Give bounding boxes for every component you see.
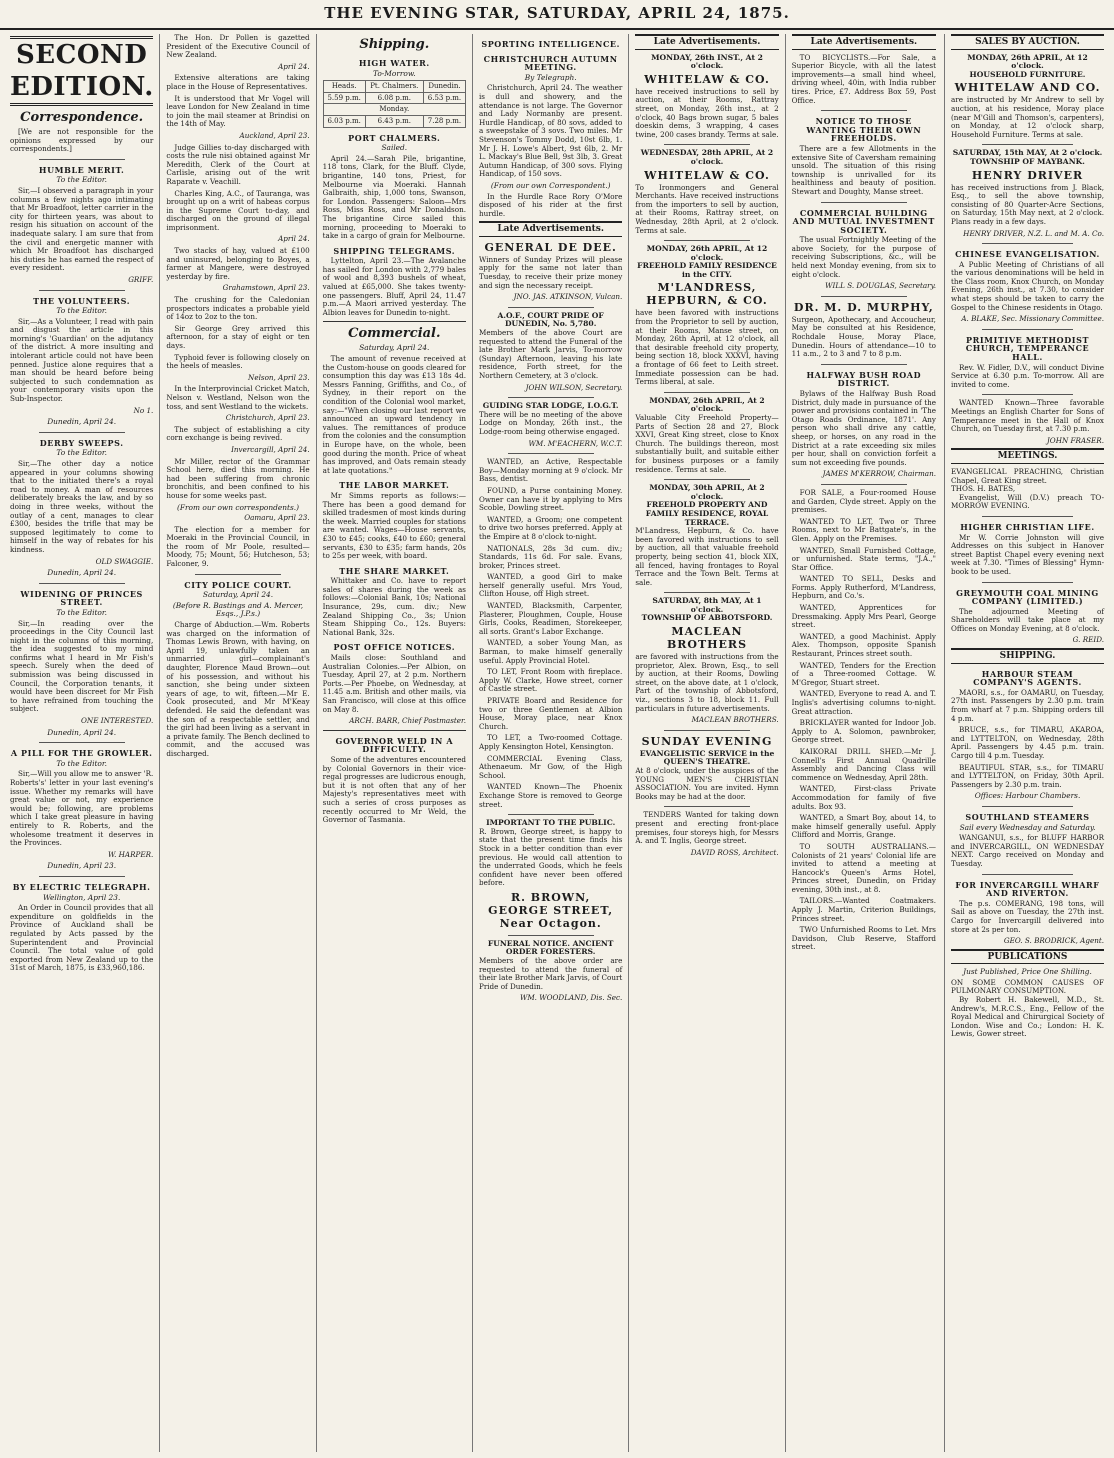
shipping-telegrams-body: Lyttelton, April 23.—The Avalanche has sailed for London with 2,779 bales of wool and 8,393 bushels of wheat, valued at £65,000. She takes twenty-one passengers. Bluff, April 24, 11.47 p.m.—A Maori arrived yesterday. The Albion leaves for Dunedin to-night. xyxy=(322,256,466,317)
letter-dateline: Dunedin, April 24. xyxy=(47,727,117,737)
ad-signature: JOHN WILSON, Secretary. xyxy=(525,382,623,392)
ad-signature: JNO. JAS. ATKINSON, Vulcan. xyxy=(513,292,623,302)
ad-body: Rev. W. Fidler, D.V., will conduct Divine Service at 6.30 p.m. To-morrow. All are invited to come. xyxy=(951,362,1104,389)
ad-body: There will be no meeting of the above Lodge on Monday, 26th inst., the Lodge-room being otherwise engaged. xyxy=(478,409,623,436)
sailed-label: Sailed. xyxy=(381,143,408,153)
auctioneer-name: M'LANDRESS, HEPBURN, & CO. xyxy=(646,281,768,308)
share-market-heading: THE SHARE MARKET. xyxy=(339,565,450,576)
ad-body: A Public Meeting of Christians of all the various denominations will be held in the Class room, Knox Church, on Monday Evening, 26th inst., at 7.30, to consider what steps should be taken to carry the Gospel to the Chinese residents in Otago. xyxy=(951,259,1104,312)
column-3 xyxy=(317,34,473,1452)
divider xyxy=(821,364,908,365)
ad-subheading: Sail every Wednesday and Saturday. xyxy=(959,822,1096,832)
tide-col-header: Dunedin. xyxy=(423,81,465,93)
ad-signature: A. BLAKE, Sec. Missionary Committee. xyxy=(961,314,1104,324)
telegram-dateline: Invercargill, April 24. xyxy=(231,444,310,454)
divider xyxy=(39,432,125,433)
ad-signature: JOHN FRASER. xyxy=(1046,435,1104,445)
telegram-item: In the Interprovincial Cricket Match, Nelson v. Westland, Nelson won the toss, and sent Westland to the wickets. xyxy=(166,384,310,411)
second-edition-banner: SECOND EDITION. xyxy=(10,36,153,106)
auctioneer-name: WHITELAW & CO. xyxy=(644,72,770,86)
letter-body: Sir,—The other day a notice appeared in your columns showing that to the initiated there's a royal road to money. A man of resources deliberately breaks the law, and by so doing in three weeks, without the outlay of a cent, manages to clear £300, besides the trifle that may be supposed legitimately to come to himself in the way of rebates for his kindness. xyxy=(10,459,154,554)
telegram-item: The election for a member for Moeraki in the Provincial Council, in the room of Mr Poole, resulted—Moody, 75; Mount, 56; Hutcheson, 53; Falconer, 9. xyxy=(166,524,310,569)
shipping-ad: MAORI, s.s., for OAMARU, on Tuesday, 27th inst. Passengers by 2.30 p.m. train from wharf at 7 p.m. Shipping orders till 4 p.m. xyxy=(951,687,1104,723)
ad-subheading: EVANGELISTIC SERVICE in the QUEEN'S THEATRE. xyxy=(639,748,775,767)
letter-body: Sir,—I observed a paragraph in your columns a few nights ago intimating that Mr Broadfoot, letter carrier in the city for thirteen years, was about to resign his situation on account of the inadequate salary. I am sure that from the civil and energetic manner with which Mr Broadfoot has discharged his duties he has earned the respect of every resident. xyxy=(10,185,154,273)
port-chalmers-heading: PORT CHALMERS. xyxy=(348,132,441,143)
letter-heading: A PILL FOR THE GROWLER. xyxy=(10,748,153,759)
auctioneer-name: WHITELAW & CO. xyxy=(644,168,770,182)
divider xyxy=(508,307,594,308)
telegram-dateline: April 24. xyxy=(278,61,310,71)
classified-ad: WANTED, a good Machinist. Apply Alex. Thompson, opposite Spanish Restaurant, Princes street south. xyxy=(791,631,936,659)
letter-heading: HUMBLE MERIT. xyxy=(38,164,125,175)
divider xyxy=(664,592,750,593)
auction-ad xyxy=(635,149,778,235)
ad-body: Valuable City Freehold Property—Parts of Section 28 and 27, Block XXVI, Great King street, close to Knox Church. The buildings thereon, most substantially built, and suitable either for business purposes or a family residence. Terms at sale. xyxy=(635,413,779,474)
classified-ad: WANTED, Everyone to read A. and T. Inglis's advertising columns to-night. Great attraction. xyxy=(791,689,936,716)
tide-mid-row xyxy=(323,104,465,116)
late-ads-heading: Late Advertisements. xyxy=(635,34,778,50)
ad-heading: HIGHER CHRISTIAN LIFE. xyxy=(960,521,1095,532)
commercial-body: The amount of revenue received at the Custom-house on goods cleared for consumption this day was £13 18s 4d. Messrs Fanning, Griffiths, and Co., of Sydney, in their report on the condition of the Colonial wool market, say:—"When closing our last report we announced an upward tendency in values. The remittances of produce from the colonies and the consumption in Europe have, on the whole, been good during the month. Price of wheat has improved, and Oats remain steady at late quotations." xyxy=(322,354,466,475)
letter-salutation: To the Editor. xyxy=(56,306,107,316)
column-grid xyxy=(4,34,942,1452)
divider xyxy=(664,240,750,241)
shipping-heading: Shipping. xyxy=(359,37,430,52)
ad-date: MONDAY, 26th APRIL, At 2 o'clock. xyxy=(649,395,765,414)
divider xyxy=(39,159,125,160)
letter-signature: No 1. xyxy=(133,405,154,415)
shipping-heading: SHIPPING. xyxy=(951,648,1104,664)
tide-table xyxy=(323,80,466,127)
letter-signature: OLD SWAGGIE. xyxy=(95,556,154,566)
tide-row xyxy=(323,92,465,104)
divider xyxy=(821,296,908,297)
telegram-dateline: Nelson, April 23. xyxy=(248,372,310,382)
doctor-name: DR. M. D. MURPHY, xyxy=(793,300,934,314)
sporting-body-2: In the Hurdle Race Rory O'More disposed of his rider at the first hurdle. xyxy=(478,191,623,218)
classified-ad: BRICKLAYER wanted for Indoor Job. Apply to A. Solomon, pawnbroker, George street. xyxy=(791,718,936,745)
shipping-ad: BRUCE, s.s., for TIMARU, AKAROA, and LYTTELTON, on Wednesday, 28th April. Passengers by 4.45 p.m. train. Cargo till 4 p.m. Tuesday. xyxy=(951,725,1104,760)
ad-body: The adjourned Meeting of Shareholders will take place at my Offices on Monday Evening, at 8 o'clock. xyxy=(951,606,1104,633)
service-ad xyxy=(635,735,778,802)
classified-ad: PRIVATE Board and Residence for two or three Gentlemen at Albion House, Moray place, near Knox Church. xyxy=(478,696,623,731)
tide-cell: 7.28 p.m. xyxy=(423,115,465,127)
telegram-item: Two stacks of hay, valued at £100 and uninsured, belonging to Boyes, a farmer at Mangere, were destroyed yesterday by fire. xyxy=(166,246,310,281)
auctioneer-name: MACLEAN BROTHERS xyxy=(666,625,748,652)
editorial-note: [We are not responsible for the opinions expressed by our correspondents.] xyxy=(10,127,154,154)
tide-col-header: Heads. xyxy=(323,81,365,93)
ad xyxy=(479,402,622,448)
ad xyxy=(479,940,622,1003)
classified-ad: WANTED TO SELL, Desks and Forms. Apply Rutherford, M'Landress, Hepburn, and Co.'s. xyxy=(791,574,936,601)
divider xyxy=(39,742,125,743)
ad-signature: WM. WOODLAND, Dis. Sec. xyxy=(519,993,623,1003)
ad-heading: FOR INVERCARGILL WHARF AND RIVERTON. xyxy=(955,879,1100,899)
classified-ad: FOUND, a Purse containing Money. Owner can have it by applying to Mrs Scoble, Dowling street. xyxy=(478,485,623,513)
commercial-heading: Commercial. xyxy=(348,326,441,342)
classified-ad: WANTED, Apprentices for Dressmaking. Apply Mrs Pearl, George street. xyxy=(791,603,936,630)
telegram-item: The crushing for the Caledonian prospectors indicates a probable yield of 14oz to 2oz to the ton. xyxy=(166,295,310,322)
ad-heading: HOUSEHOLD FURNITURE. xyxy=(969,69,1086,79)
letter-dateline: Dunedin, April 24. xyxy=(47,568,117,578)
correspondents-note: (From our own correspondents.) xyxy=(177,502,299,512)
commercial-date: Saturday, April 24. xyxy=(359,343,430,353)
column-1 xyxy=(4,34,160,1452)
ad xyxy=(479,819,622,930)
by-telegraph: By Telegraph. xyxy=(524,72,577,82)
classified-ad: TO LET, Front Room with fireplace. Apply W. Clarke, Howe street, corner of Castle street. xyxy=(478,667,623,694)
ad-heading: FREEHOLD PROPERTY AND FAMILY RESIDENCE, ROYAL TERRACE. xyxy=(645,500,769,527)
telegram-item: Charles King, A.C., of Tauranga, was brought up on a writ of habeas corpus in the Supreme Court to-day, and discharged on the ground of illegal imprisonment. xyxy=(166,188,310,232)
ad-date: MONDAY, 26th INST., At 2 o'clock. xyxy=(651,52,763,71)
divider xyxy=(508,935,594,936)
police-court-date: Saturday, April 24. xyxy=(202,590,274,600)
publication-title: ON SOME COMMON CAUSES OF PULMONARY CONSUMPTION. xyxy=(951,977,1104,996)
governor-weld-heading: GOVERNOR WELD IN A DIFFICULTY. xyxy=(335,735,454,755)
letter-body: Sir,—In reading over the proceedings in the City Council last night in the columns of this morning, the idea suggested to my mind confirms what I heard in Mr Fish's speech. Surely when the deed of submission was being discussed in Council, the Corporation tenants, it would have been discreet for Mr Fish to have refrained from touching the subject. xyxy=(10,618,154,714)
masthead xyxy=(0,0,1114,30)
ad-signature: MACLEAN BROTHERS. xyxy=(691,715,779,725)
telegram-item: Sir George Grey arrived this afternoon, for a stay of eight or ten days. xyxy=(166,323,310,350)
ad-signature: WILL S. DOUGLAS, Secretary. xyxy=(825,281,936,291)
correspondence-heading: Correspondence. xyxy=(20,110,144,125)
auction-ad xyxy=(951,54,1104,140)
labor-market-body: Mr Simms reports as follows:—There has been a good demand for skilled tradesmen of most kinds during the week. Married couples for stations are wanted. Wages—House servants, £30 to £45; cooks, £40 to £60; general servants, £30 to £35; farm hands, 20s to 25s per week, with board. xyxy=(322,490,466,561)
classified-ad: TWO Unfurnished Rooms to Let. Mrs Davidson, Club Reserve, Stafford street. xyxy=(791,925,936,952)
classified-ad: WANTED TO LET, Two or Three Rooms, next to Mr Battgate's, in the Glen. Apply on the Premises. xyxy=(791,516,936,543)
auction-ad xyxy=(635,484,778,587)
letter-dateline: Dunedin, April 23. xyxy=(47,861,117,871)
high-water-heading: HIGH WATER. xyxy=(358,58,430,68)
sporting-note: (From our own Correspondent.) xyxy=(490,180,611,190)
telegram-item: The subject of establishing a city corn exchange is being revived. xyxy=(166,424,310,443)
high-water-sub: To-Morrow. xyxy=(373,68,416,78)
auctioneer-name: HENRY DRIVER xyxy=(971,168,1084,182)
police-court-body: Charge of Abduction.—Wm. Roberts was charged on the information of Thomas Lewis Brown, with having, on April 19, unlawfully taken an unmarried girl—complainant's daughter, Florence Maud Brown—out of his possession, and without his sanction, she being under sixteen years of age, to wit, fifteen.—Mr E. Cook prosecuted, and Mr M'Keay defended. He said the defendant was the son of a respectable settler, and the girl had been living as a servant in a private family. The Bench declined to commit, and the accused was discharged. xyxy=(166,620,310,758)
post-office-signature: ARCH. BARR, Chief Postmaster. xyxy=(349,716,466,726)
doctor-ad xyxy=(792,301,936,359)
auction-ad xyxy=(635,245,778,387)
ad-signature: HENRY DRIVER, N.Z. L. and M. A. Co. xyxy=(963,228,1104,238)
divider xyxy=(664,392,750,393)
telegram-item: It is understood that Mr Vogel will leave London for New Zealand in time to join the mail steamer at Brindisi on the 14th of May. xyxy=(166,93,310,129)
ad-date: MONDAY, 26th APRIL, At 12 o'clock. xyxy=(967,52,1088,71)
classified-ad: WANTED, an Active, Respectable Boy—Monday morning at 9 o'clock. Mr Bass, dentist. xyxy=(478,457,623,484)
divider xyxy=(664,806,750,807)
autumn-meeting-heading: CHRISTCHURCH AUTUMN MEETING. xyxy=(483,53,618,73)
ad-date: SATURDAY, 8th MAY, At 1 o'clock. xyxy=(652,596,762,614)
divider xyxy=(664,144,750,145)
classified-ad: TO BICYCLISTS.—For Sale, a Superior Bicycle, with all the latest improvements—a small hind wheel, driving wheel, 40in, with India rubber tires. Price, £7. Address Box 59, Post Office. xyxy=(791,52,936,105)
ad-date: WEDNESDAY, 28th APRIL, At 2 o'clock. xyxy=(640,148,774,166)
ad-date: MONDAY, 30th APRIL, At 2 o'clock. xyxy=(649,483,765,501)
telegram-dateline: Grahamstown, April 23. xyxy=(222,283,310,293)
shipping-ad: WANGANUI, s.s., for BLUFF HARBOR and INVERCARGILL, ON WEDNESDAY NEXT. Cargo received on Monday and Tuesday. xyxy=(951,833,1104,868)
letter-heading: WIDENING OF PRINCES STREET. xyxy=(20,588,143,608)
divider xyxy=(821,202,908,203)
ad-body: The usual Fortnightly Meeting of the above Society, for the purpose of receiving Subscriptions, &c., will be held next Monday evening, from six to eight o'clock. xyxy=(791,235,936,279)
ad-heading: GUIDING STAR LODGE, I.O.G.T. xyxy=(482,401,619,411)
letter-salutation: To the Editor. xyxy=(56,448,107,458)
ad-subheading: Just Published, Price One Shilling. xyxy=(963,967,1092,977)
classified-ad: TAILORS.—Wanted Coatmakers. Apply J. Martin, Criterion Buildings, Princes street. xyxy=(791,896,936,923)
column-5 xyxy=(629,34,785,1452)
ad-body: Surgeon, Apothecary, and Accoucheur, May be consulted at his Residence, Rochdale House, Moray Place, Dunedin. Hours of attendance—10 to 11 a.m., 2 to 3 and 7 to 8 p.m. xyxy=(791,314,936,359)
telegraph-dateline: Wellington, April 23. xyxy=(43,892,121,902)
late-ads-heading: Late Advertisements. xyxy=(479,221,622,237)
divider xyxy=(664,730,750,731)
classified-ad: WANTED, a Smart Boy, about 14, to make himself generally useful. Apply Clifford and Morris, Grange. xyxy=(791,813,936,840)
ad-body: There are a few Allotments in the extensive Site of Caversham remaining unsold. The situation of this rising township is unrivalled for its healthiness and beauty of position. Stewart and Doughty, Manse street. xyxy=(791,143,936,196)
ad-heading: FUNERAL NOTICE. ANCIENT ORDER FORESTERS. xyxy=(487,938,614,957)
ad-heading: TOWNSHIP OF ABBOTSFORD. xyxy=(641,613,773,623)
ad-heading: HALFWAY BUSH ROAD DISTRICT. xyxy=(806,369,922,389)
classified-ad: WANTED, Tenders for the Erection of a Three-roomed Cottage. W. M'Gregor, Stuart street. xyxy=(791,660,936,687)
ad-body: To Ironmongers and General Merchants. Have received instructions from the importers to sell by auction, at their Rooms, Rattray street, on Wednesday, 28th April, at 2 o'clock. Terms at sale. xyxy=(635,182,779,235)
classified-ad: WANTED, Blacksmith, Carpenter, Plasterer, Ploughmen, Couple, House Girls, Cooks, Readimen, Storekeeper, all sorts. Grant's Labor Exchange. xyxy=(478,601,623,636)
telegram-item: The Hon. Dr Pollen is gazetted President of the Executive Council of New Zealand. xyxy=(166,34,310,60)
auctioneer-name: WHITELAW AND CO. xyxy=(954,81,1101,95)
divider xyxy=(982,874,1074,875)
post-office-body: Mails close: Southland and Australian Colonies.—Per Albion, on Tuesday, April 27, at 2 p.m. Northern Ports.—Per Phoebe, on Wednesday, at 11.45 a.m. British and other mails, via San Francisco, will close at this office on May 8. xyxy=(322,653,466,714)
tide-mid-label: Monday. xyxy=(323,104,465,116)
ad-heading: CHINESE EVANGELISATION. xyxy=(955,249,1100,260)
police-court-heading: CITY POLICE COURT. xyxy=(184,579,292,590)
meetings-heading: MEETINGS. xyxy=(951,448,1104,464)
classified-ad: WANTED Known—Three favorable Meetings an English Charter for Sons of Temperance meet in the Hall of Knox Church, on Tuesday first, at 7.30 p.m. xyxy=(951,398,1104,434)
divider xyxy=(982,806,1074,807)
ad-body: At 8 o'clock, under the auspices of the YOUNG MEN'S CHRISTIAN ASSOCIATION. You are invited. Hymn Books may be had at the door. xyxy=(635,766,779,801)
tide-header-row xyxy=(323,81,465,93)
letter-signature: GRIFF. xyxy=(128,274,154,284)
masthead-title: THE EVENING STAR, SATURDAY, APRIL 24, 1875. xyxy=(324,4,790,22)
letter-body: Sir,—Will you allow me to answer 'R. Roberts's' letter in your last evening's issue. Whether my remarks will have great value or not, my experience would be; following, are problems which I take great pleasure in having entirely to R. Roberts, and the wholesome treatment it deserves in the Provinces. xyxy=(10,769,154,848)
telegraph-body: An Order in Council provides that all expenditure on goldfields in the Province of Auckland shall be regulated by Acts passed by the Superintendent and Provincial Council. The total value of gold exported from New Zealand up to the 31st of March, 1875, is £33,960,186. xyxy=(10,903,154,973)
publications-heading: PUBLICATIONS xyxy=(951,949,1104,965)
ad-signature: G. REID. xyxy=(1072,635,1104,645)
ad-body: Bylaws of the Halfway Bush Road District, duly made in pursuance of the power and provisions contained in 'The Otago Roads Ordinance, 1871'. Any person who shall drive any cattle, sheep, or horses, on any road in the District at a rate exceeding six miles per hour, shall on conviction forfeit a sum not exceeding five pounds. xyxy=(791,389,936,467)
letter-salutation: To the Editor. xyxy=(56,758,107,768)
classified-ad: TO LET, a Two-roomed Cottage. Apply Kensington Hotel, Kensington. xyxy=(478,733,623,751)
ad-heading: GREYMOUTH COAL MINING COMPANY (LIMITED.) xyxy=(956,587,1099,607)
classified-ad: WANTED, a Groom; one competent to drive two horses preferred. Apply at the Empire at 8 o'clock to-night. xyxy=(478,514,623,541)
ad-body: Mr W. Corrie Johnston will give Addresses on this subject in Hanover street Baptist Chapel every evening next week at 7.30. "Times of Blessing" Hymn-book to be used. xyxy=(951,532,1104,576)
column-4 xyxy=(473,34,629,1452)
ad-signature: Offices: Harbour Chambers. xyxy=(974,791,1081,801)
ad-heading: SUNDAY EVENING xyxy=(641,734,773,748)
telegram-item: Mr Miller, rector of the Grammar School here, died this morning. He had been suffering from chronic bronchitis, and been confined to his house for some weeks past. xyxy=(166,456,310,500)
ad-body: Members of the above order are requested to attend the funeral of their late Brother Mark Jarvis, of Court Pride of Dunedin. xyxy=(478,956,623,991)
ad-signature: GEO. S. BRODRICK, Agent. xyxy=(1003,936,1104,946)
ad-body: R. Brown, George street, is happy to state that the present time finds his Stock in a better condition than ever previous. He would call attention to the underrated Goods, which he feels confident have never been offered before. xyxy=(478,826,623,888)
classified-ad: WANTED, a sober Young Man, as Barman, to make himself generally useful. Apply Provincial Hotel. xyxy=(478,638,623,665)
divider xyxy=(39,290,125,291)
telegram-item: Extensive alterations are taking place in the House of Representatives. xyxy=(166,73,310,91)
ad-body: By Robert H. Bakewell, M.D., St. Andrew's, M.R.C.S., Eng., Fellow of the Royal Medical and Chirurgical Society of London. Wise and Co.; London: H. K. Lewis, Gower street. xyxy=(951,995,1104,1039)
divider xyxy=(39,583,125,584)
ad-signature: WM. M'EACHERN, W.C.T. xyxy=(528,438,623,448)
ad-signature: JAMES M'KERROW, Chairman. xyxy=(822,469,936,479)
shipping-ad: BEAUTIFUL STAR, s.s., for TIMARU and LYTTELTON, on Friday, 30th April. Passengers by 2.30 p.m. train. xyxy=(951,762,1104,789)
late-ads-heading: Late Advertisements. xyxy=(792,34,936,50)
letter-heading: DERBY SWEEPS. xyxy=(39,437,124,448)
ad-body: Evangelist, Will (D.V.) preach TO-MORROW EVENING. xyxy=(951,492,1104,511)
divider xyxy=(982,394,1074,395)
ad-signature: DAVID ROSS, Architect. xyxy=(690,847,779,857)
divider xyxy=(323,321,466,322)
ad-heading: A.O.F., COURT PRIDE OF DUNEDIN, No. 5,780. xyxy=(497,310,604,329)
auction-ad xyxy=(635,397,778,474)
divider xyxy=(982,243,1074,244)
divider xyxy=(323,730,466,731)
divider xyxy=(821,110,908,111)
telegram-item: Typhoid fever is following closely on the heels of measles. xyxy=(166,352,310,371)
divider xyxy=(508,814,594,815)
ad-heading: HARBOUR STEAM COMPANY'S AGENTS. xyxy=(973,668,1082,688)
ad-body: has received instructions from J. Black, Esq., to sell the above township, consisting of 80 Quarter-Acre Sections, on Saturday, 15th May next, at 2 o'clock. Plans ready in a few days. xyxy=(951,182,1104,226)
classified-ad: TO SOUTH AUSTRALIANS.—Colonists of 21 years' Colonial life are invited to attend a meeting at Hancock's Queen's Arms Hotel, Princes street, Dunedin, on Friday evening, 30th inst., at 8. xyxy=(791,841,936,894)
classified-ad: NATIONALS, 28s 3d cum. div.; Standards, 11s 6d. For sale. Evans, broker, Princes street. xyxy=(478,543,623,570)
letter-signature: ONE INTERESTED. xyxy=(81,716,154,726)
ad-body: are favored with instructions from the proprietor, Alex. Brown, Esq., to sell by auction, at their Rooms, Dowling street, on the above date, at 1 o'clock, Part of the township of Abbotsford, viz., sections 3 to 18, block 11. Full particulars in future advertisements. xyxy=(635,652,779,713)
ad xyxy=(479,241,622,302)
ad-body: Winners of Sunday Prizes will please apply for the same not later than Tuesday, to receive their prize money and sign the necessary receipt. xyxy=(478,254,623,290)
classified-ad: FOR SALE, a Four-roomed House and Garden, Clyde street. Apply on the premises. xyxy=(791,487,936,515)
ad-heading: EVANGELICAL PREACHING, Christian Chapel, Great King street. xyxy=(951,466,1104,485)
ad-body: have been favored with instructions from the Proprietor to sell by auction, at their Rooms, Manse street, on Monday, 26th April, at 12 o'clock, all that desirable freehold city property, being section 18, block XXXVI, having a frontage of 66 feet to Leith street. Immediate possession can be had. Terms liberal, at sale. xyxy=(635,308,779,387)
tide-cell: 5.59 p.m. xyxy=(323,92,365,104)
divider xyxy=(982,144,1074,145)
column-7 xyxy=(944,34,1110,1452)
tide-row xyxy=(323,115,465,127)
auction-ad xyxy=(635,597,778,725)
telegraph-heading: BY ELECTRIC TELEGRAPH. xyxy=(12,881,151,892)
sales-by-auction-heading: SALES BY AUCTION. xyxy=(951,34,1104,50)
sporting-body: Christchurch, April 24. The weather is dull and showery, and the attendance is not large. The Governor and Lady Normanby are present. Hurdle Handicap, of 80 sovs, added to a sweepstake of 3 sovs. Two miles. Mr Stevenson's Tommy Dodd, 10st 6lb, 1. Mr J. H. Lowe's Albert, 9st 6lb, 2. Mr L. Mackay's Blue Bell, 9st 3lb, 3. Great Autumn Handicap, of 300 sovs. Flying Handicap, of 150 sovs. xyxy=(478,83,623,179)
telegram-dateline: Christchurch, April 23. xyxy=(225,413,310,423)
ad-body: are instructed by Mr Andrew to sell by auction, at his residence, Moray place (near M'Gill and Thomson's, carpenters), on Monday, at 12 o'clock sharp, Household Furniture. Terms at sale. xyxy=(951,95,1104,139)
column-6 xyxy=(786,34,942,1452)
ad xyxy=(479,312,622,392)
ad-date: MONDAY, 26th APRIL, At 12 o'clock. xyxy=(646,244,768,262)
letter-salutation: To the Editor. xyxy=(56,175,107,185)
divider xyxy=(508,397,594,398)
column-2 xyxy=(160,34,316,1452)
tide-cell: 6.03 p.m. xyxy=(323,115,365,127)
classified-ad: WANTED Known—The Phoenix Exchange Store is removed to George street. xyxy=(478,782,623,809)
telegram-dateline: April 24. xyxy=(278,234,310,244)
shipping-telegrams-heading: SHIPPING TELEGRAMS. xyxy=(333,245,456,256)
ad-body: Members of the above Court are requested to attend the Funeral of the late Brother Mark Jarvis, To-morrow (Sunday) Afternoon, leaving his late residence, Forth street, for the Northern Cemetery, at 3 o'clock. xyxy=(478,328,623,380)
divider xyxy=(664,479,750,480)
share-market-body: Whittaker and Co. have to report sales of shares during the week as follows:—Colonial Bank, 10s; National Insurance, 29s, cum. div.; New Zealand Shipping Co., 3s; Union Steam Shipping Co., 12s. Buyers: National Bank, 32s. xyxy=(322,576,466,637)
ad-body: M'Landress, Hepburn, & Co. have been favored with instructions to sell by auction, all that valuable freehold property, being section 41, block XIX, all fenced, having frontages to Royal Terrace and the Town Belt. Terms at sale. xyxy=(635,526,779,587)
classified-ad: WANTED, Small Furnished Cottage, or unfurnished. State terms, "J.A.," Star Office. xyxy=(791,545,936,572)
ad-heading: NOTICE TO THOSE WANTING THEIR OWN FREEHOLDS. xyxy=(806,116,922,144)
ad-body: have received instructions to sell by auction, at their Rooms, Rattray street, on Monday, 26th inst., at 2 o'clock, 40 Bags brown sugar, 5 bales doeskin dems, 3 wrapping, 4 cases twine, 200 cases brandy. Terms at sale. xyxy=(635,86,779,139)
preacher-name: THOS. H. BATES, xyxy=(951,484,1016,494)
post-office-heading: POST OFFICE NOTICES. xyxy=(333,642,456,653)
ad-date: SATURDAY, 15th MAY, At 2 o'clock. xyxy=(952,148,1103,158)
tide-cell: 6.53 p.m. xyxy=(423,92,465,104)
labor-market-heading: THE LABOR MARKET. xyxy=(339,480,450,491)
telegram-dateline: Auckland, April 23. xyxy=(239,130,310,140)
shipping-ad: The p.s. COMERANG, 198 tons, will Sail as above on Tuesday, the 27th inst. Cargo for Invercargill delivered into store at 2s per ton. xyxy=(951,898,1104,934)
divider xyxy=(982,329,1074,330)
ad-heading: SOUTHLAND STEAMERS xyxy=(965,811,1090,822)
divider xyxy=(982,516,1074,517)
telegram-dateline: Oamaru, April 23. xyxy=(244,513,310,523)
shipping-body: April 24.—Sarah Pile, brigantine, 118 tons, Clark, for the Bluff. Clyde, brigantine, 140 tons, Priest, for Melbourne via Moeraki. Hannah Galbraith, ship, 1,000 tons, Swanson, for London. Passengers: Saloon—Mrs Ross, Miss Ross, and Mr Donaldson. The brigantine Circe sailed this morning, proceeding to Moeraki to take in a cargo of grain for Melbourne. xyxy=(322,153,466,241)
telegram-item: Judge Gillies to-day discharged with costs the rule nisi obtained against Mr Meredith, Clerk of the Court at Carlisle, arising out of the writ Raparate v. Veachill. xyxy=(166,142,310,186)
ad-heading: GENERAL DE DEE. xyxy=(484,240,617,254)
tide-col-header: Pt. Chalmers. xyxy=(365,81,423,93)
ad-heading: FREEHOLD FAMILY RESIDENCE in the CITY. xyxy=(637,261,777,279)
auction-ad xyxy=(635,54,778,140)
divider xyxy=(39,876,125,877)
letter-heading: THE VOLUNTEERS. xyxy=(33,295,131,306)
ad-heading: IMPORTANT TO THE PUBLIC. xyxy=(486,818,616,828)
letter-salutation: To the Editor. xyxy=(56,607,107,617)
tide-cell: 6.08 p.m. xyxy=(365,92,423,104)
ad-heading: COMMERCIAL BUILDING AND MUTUAL INVESTMENT SOCIETY. xyxy=(792,207,935,235)
sporting-heading: SPORTING INTELLIGENCE. xyxy=(481,39,620,49)
letter-dateline: Dunedin, April 24. xyxy=(47,417,117,427)
divider xyxy=(821,484,908,485)
classified-ad: WANTED, First-class Private Accommodation for family of five adults. Box 93. xyxy=(791,784,936,811)
classified-ad: TENDERS Wanted for taking down present and erecting front-place premises, four storeys high, for Messrs A. and T. Inglis, George street. xyxy=(635,810,779,846)
divider xyxy=(508,453,594,454)
divider xyxy=(195,574,281,575)
letter-body: Sir,—As a Volunteer, I read with pain and disgust the article in this morning's 'Guardian' on the adjutancy of the district. A more insulting and intolerant article could not have been penned. Justice alone requires that a man should be heard before being subjected to such condemnation as your contemporary visits upon the Sub-Inspector. xyxy=(10,316,154,404)
police-court-bench: (Before R. Bastings and A. Mercer, Esqs., J.P.s.) xyxy=(172,600,304,619)
ad-heading: PRIMITIVE METHODIST CHURCH, TEMPERANCE HALL. xyxy=(965,334,1090,363)
classified-ad: COMMERCIAL Evening Class, Athenaeum. Mr Gow, of the High School. xyxy=(478,753,623,780)
auction-ad xyxy=(951,149,1104,238)
ad-heading: TOWNSHIP OF MAYBANK. xyxy=(970,156,1085,166)
tide-cell: 6.43 p.m. xyxy=(365,115,423,127)
classified-ad: WANTED, a good Girl to make herself generally useful. Mrs Youd, Clifton House, off High street. xyxy=(478,572,623,599)
letter-signature: W. HARPER. xyxy=(107,849,154,859)
divider xyxy=(982,582,1074,583)
classified-ad: KAIKORAI DRILL SHED.—Mr J. Connell's First Annual Quadrille Assembly and Dancing Class will commence on Wednesday, April 28th. xyxy=(791,746,936,782)
governor-weld-body: Some of the adventures encountered by Colonial Governors in their vice-regal progresses are ludicrous enough, but it is not often that any of her Majesty's representatives meet with such a series of cross purposes as recently occurred to Mr Weld, the Governor of Tasmania. xyxy=(322,754,466,825)
ad-signature: R. BROWN, GEORGE STREET, Near Octagon. xyxy=(488,890,614,930)
